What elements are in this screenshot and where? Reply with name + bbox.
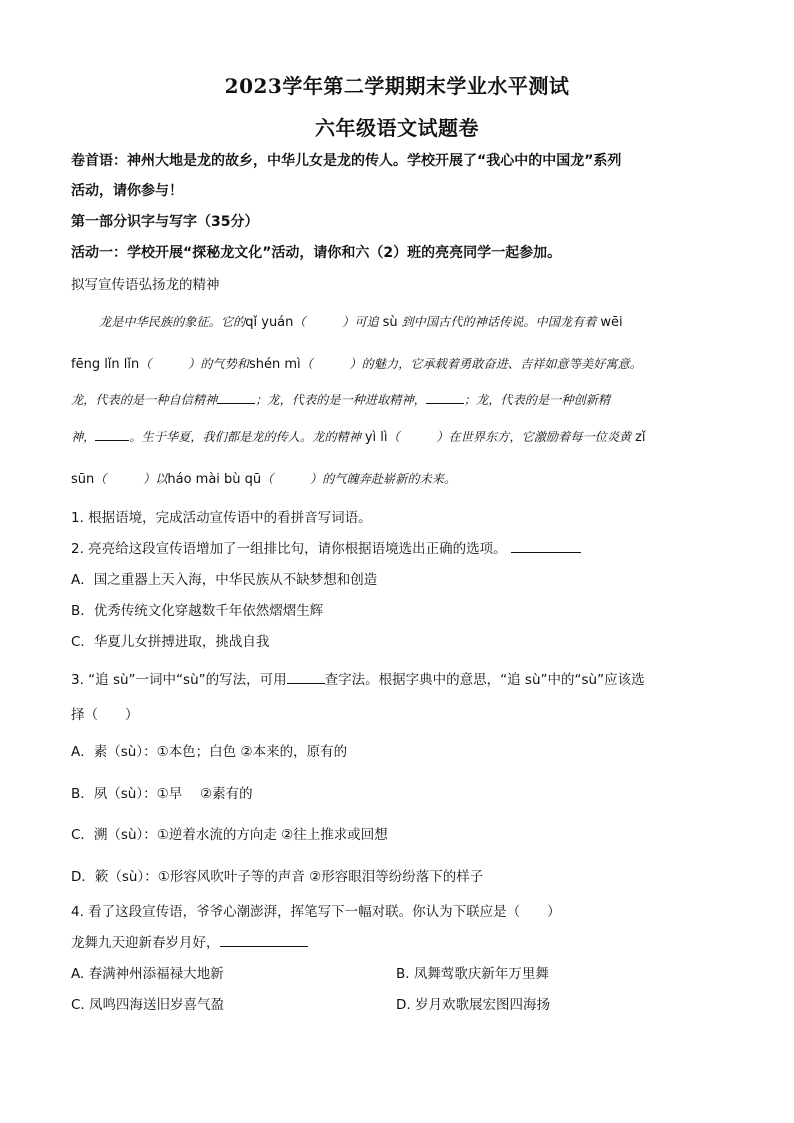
pinyin-prompt: wēi	[600, 315, 623, 330]
pinyin-prompt: sù	[382, 315, 398, 330]
question-4: 4. 看了这段宣传语，爷爷心潮澎湃，挥笔写下一幅对联。你认为下联应是（ ）	[71, 904, 561, 920]
pinyin-prompt: qǐ yuán	[245, 315, 294, 330]
pinyin-prompt: zǐ	[635, 430, 646, 445]
section-heading: 第一部分识字与写字（35分）	[71, 214, 259, 230]
pinyin-prompt: fēng lǐn lǐn	[71, 357, 140, 372]
answer-blank[interactable]	[287, 671, 325, 684]
answer-blank[interactable]	[95, 428, 129, 441]
passage-text: 龙，代表的是一种自信精神	[71, 393, 218, 407]
answer-blank[interactable]	[217, 391, 255, 404]
couplet-upper: 龙舞九天迎新春岁月好，	[71, 935, 220, 951]
passage-text: 龙是中华民族的象征。它的	[99, 315, 246, 329]
passage-subheading: 拟写宣传语弘扬龙的精神	[71, 277, 220, 293]
question-3	[71, 668, 645, 688]
exam-subtitle: 六年级语文试题卷	[315, 116, 479, 140]
q3-option-c[interactable]: C．溯（sù）：①逆着水流的方向走 ②往上推求或回想	[71, 827, 388, 843]
pinyin-prompt: shén mì	[248, 357, 301, 372]
q4-option-d[interactable]: D. 岁月欢歌展宏图四海扬	[396, 997, 550, 1013]
exam-title: 2023学年第二学期期末学业水平测试	[224, 74, 570, 98]
passage-text: 。生于华夏，我们都是龙的传人。龙的精神	[129, 430, 361, 444]
q2-option-a[interactable]: A．国之重器上天入海，中华民族从不缺梦想和创造	[71, 572, 378, 588]
question-1: 1. 根据语境，完成活动宣传语中的看拼音写词语。	[71, 510, 372, 526]
passage-text: （ ）的气势和	[139, 357, 249, 371]
question-3-line-2: 择（ ）	[71, 707, 139, 723]
q4-option-a[interactable]: A. 春满神州添福禄大地新	[71, 966, 224, 982]
answer-blank[interactable]	[511, 540, 581, 553]
q3-option-d[interactable]: D．簌（sù）：①形容风吹叶子等的声音 ②形容眼泪等纷纷落下的样子	[71, 869, 484, 885]
question-2	[71, 537, 581, 557]
passage-line-5	[71, 470, 456, 487]
question-3-text: 3. “追 sù”一词中“sù”的写法，可用	[71, 672, 287, 688]
passage-text: 到中国古代的神话传说。中国龙有着	[401, 315, 597, 329]
q2-option-c[interactable]: C．华夏儿女拼搏进取，挑战自我	[71, 634, 270, 650]
q2-option-b[interactable]: B．优秀传统文化穿越数千年依然熠熠生辉	[71, 603, 324, 619]
activity-one: 活动一：学校开展“探秘龙文化”活动，请你和六（2）班的亮亮同学一起参加。	[71, 245, 562, 261]
passage-line-3	[71, 391, 610, 408]
passage-text: （ ）的气魄奔赴崭新的未来。	[261, 472, 457, 486]
passage-text: （ ）以	[94, 472, 168, 486]
passage-text: ；龙，代表的是一种创新精	[463, 393, 611, 407]
intro-line-2: 活动，请你参与！	[71, 183, 183, 199]
q4-option-b[interactable]: B. 凤舞莺歌庆新年万里舞	[396, 966, 549, 982]
question-4-couplet	[71, 931, 308, 951]
passage-text: 神，	[71, 430, 96, 444]
pinyin-prompt: yì lì	[364, 430, 388, 445]
q3-option-a[interactable]: A．素（sù）：①本色；白色 ②本来的，原有的	[71, 744, 348, 760]
passage-line-1	[99, 313, 623, 330]
pinyin-prompt: háo mài bù qū	[167, 472, 262, 487]
passage-text: （ ）在世界东方，它激励着每一位炎黄	[387, 430, 632, 444]
answer-blank[interactable]	[426, 391, 464, 404]
pinyin-prompt: sūn	[71, 472, 95, 487]
answer-blank[interactable]	[220, 934, 308, 947]
passage-text: （ ）的魅力，它承载着勇敢奋进、吉祥如意等美好寓意。	[300, 357, 642, 371]
q4-option-c[interactable]: C. 凤鸣四海送旧岁喜气盈	[71, 997, 225, 1013]
question-3-text: 查字法。根据字典中的意思，“追 sù”中的“sù”应该选	[324, 672, 645, 688]
passage-text: （ ）可追	[293, 315, 379, 329]
intro-line-1: 卷首语：神州大地是龙的故乡，中华儿女是龙的传人。学校开展了“我心中的中国龙”系列	[71, 153, 622, 169]
passage-line-4	[71, 428, 646, 445]
passage-text: ；龙，代表的是一种进取精神，	[255, 393, 426, 407]
passage-line-2	[71, 355, 642, 372]
q3-option-b[interactable]: B．夙（sù）：①早 ②素有的	[71, 786, 253, 802]
question-2-text: 2. 亮亮给这段宣传语增加了一组排比句，请你根据语境选出正确的选项。	[71, 541, 507, 557]
